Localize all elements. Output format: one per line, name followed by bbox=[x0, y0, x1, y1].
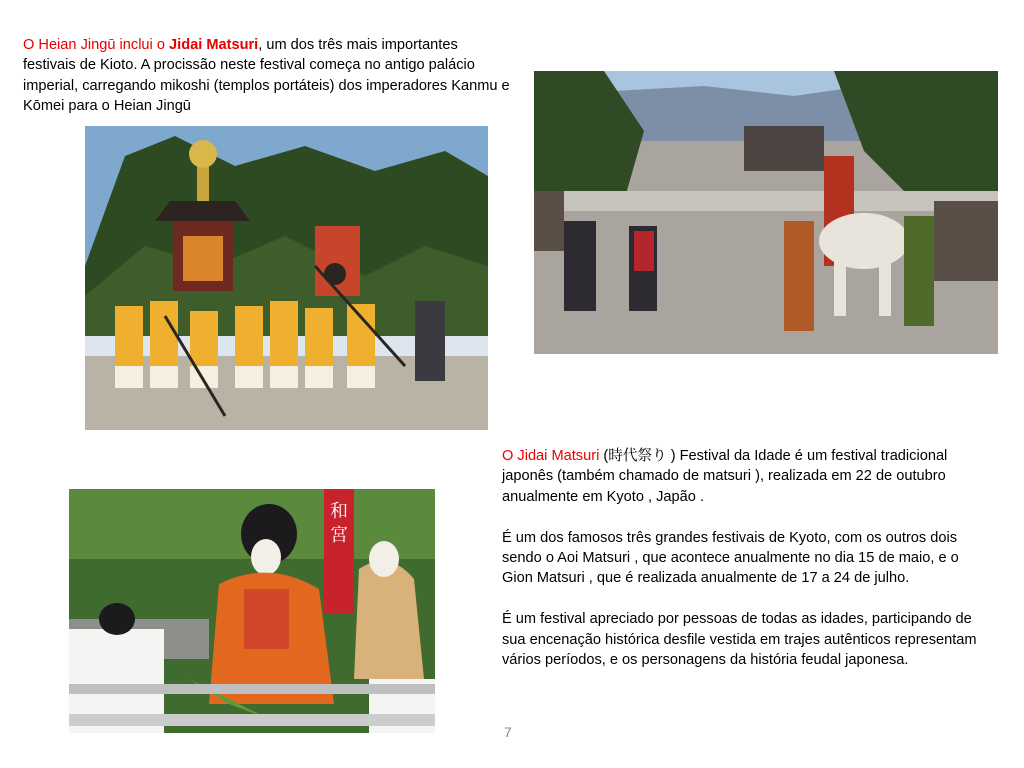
description-paragraph-2: É um dos famosos três grandes festivais de Kyoto, com os outros dois sendo o Aoi Matsuri , que acontece anualmente no dia 15 de maio, e o Gion Matsuri , que é realizada anualmente de 17 a 24 de julho. bbox=[502, 529, 959, 587]
description-paragraph-1-rest: ) Festival da Idade é um festival tradicional japonês (também chamado de matsuri ), realizada em 22 de outubro anualmente em Kyoto , Japão . bbox=[502, 448, 948, 505]
mikoshi-procession-photo bbox=[85, 126, 488, 430]
banner-char-2: 宮 bbox=[330, 525, 348, 546]
banner-char-1: 和 bbox=[330, 501, 348, 522]
intro-heading-bold: Jidai Matsuri bbox=[169, 37, 259, 53]
description-text bbox=[502, 446, 992, 670]
festival-kanji: 時代祭り bbox=[608, 448, 667, 464]
description-paragraph-1 bbox=[502, 446, 992, 507]
noble-lady-photo bbox=[69, 489, 435, 733]
intro-heading-plain: O Heian Jingū inclui o bbox=[23, 37, 170, 53]
page-number: 7 bbox=[504, 724, 512, 740]
festival-name: O Jidai Matsuri bbox=[502, 448, 600, 464]
kanji-open: ( bbox=[599, 448, 609, 464]
description-paragraph-3: É um festival apreciado por pessoas de todas as idades, participando de sua encenação histórica desfile vestida em trajes autênticos representam vários períodos, e os personagens da história feudal japonesa. bbox=[502, 611, 977, 669]
palace-procession-photo bbox=[534, 71, 998, 354]
intro-body: , um dos três mais importantes festivais de Kioto. A procissão neste festival começa no antigo palácio imperial, carregando mikoshi (templos portáteis) dos imperadores Kanmu e Kōmei para o Heian Jingū bbox=[23, 37, 510, 115]
intro-paragraph bbox=[23, 35, 513, 117]
